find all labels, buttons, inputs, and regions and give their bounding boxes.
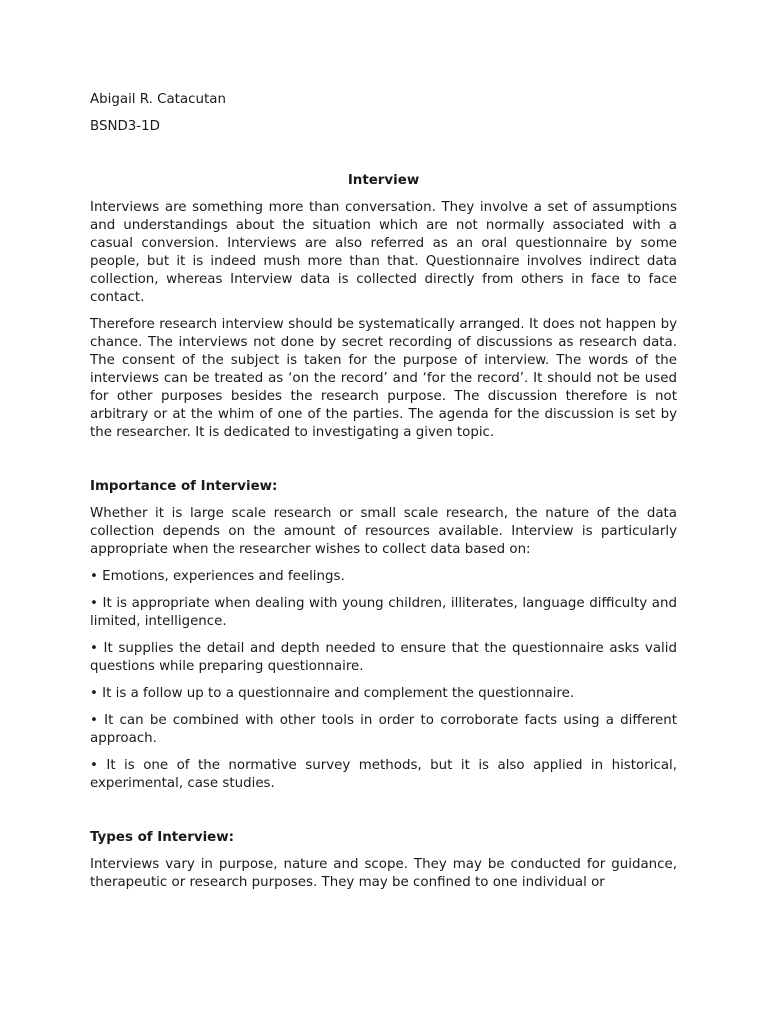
document-title: Interview xyxy=(347,173,420,188)
types-heading: Types of Interview: xyxy=(90,830,234,845)
author-section: BSND3-1D xyxy=(90,119,160,134)
intro-paragraph-1: Interviews are something more than conversation. They involve a set of assumptions and understandings about the situation which are not normally associated with a casual conversion. Interviews are also referred as an oral questionnaire by some people, but it is indeed mush more than that. Questionnaire involves indirect data collection, whereas Interview data is collected directly from others in face to face contact. xyxy=(90,200,677,305)
importance-heading: Importance of Interview: xyxy=(90,479,278,494)
intro-paragraph-2: Therefore research interview should be systematically arranged. It does not happen by chance. The interviews not done by secret recording of discussions as research data. The consent of the subject is taken for the purpose of interview. The words of the interviews can be treated as ‘on the record’ and ‘for the record’. It should not be used for other purposes besides the research purpose. The discussion therefore is not arbitrary or at the whim of one of the parties. The agenda for the discussion is set by the researcher. It is dedicated to investigating a given topic. xyxy=(90,317,677,440)
importance-bullet: • It supplies the detail and depth needed to ensure that the questionnaire asks valid questions while preparing questionnaire. xyxy=(90,641,677,674)
importance-bullet: • It can be combined with other tools in order to corroborate facts using a different approach. xyxy=(90,713,677,746)
importance-bullet: • It is a follow up to a questionnaire and complement the questionnaire. xyxy=(90,686,575,701)
importance-bullet: • Emotions, experiences and feelings. xyxy=(90,569,345,584)
importance-bullet: • It is one of the normative survey methods, but it is also applied in historical, experimental, case studies. xyxy=(90,758,677,791)
importance-intro: Whether it is large scale research or small scale research, the nature of the data collection depends on the amount of resources available. Interview is particularly appropriate when the researcher wishes to collect data based on: xyxy=(90,506,677,557)
types-intro: Interviews vary in purpose, nature and scope. They may be conducted for guidance, therapeutic or research purposes. They may be confined to one individual or xyxy=(90,857,677,890)
importance-bullet: • It is appropriate when dealing with young children, illiterates, language difficulty and limited, intelligence. xyxy=(90,596,677,629)
author-name: Abigail R. Catacutan xyxy=(90,92,226,107)
document-page xyxy=(90,91,677,901)
